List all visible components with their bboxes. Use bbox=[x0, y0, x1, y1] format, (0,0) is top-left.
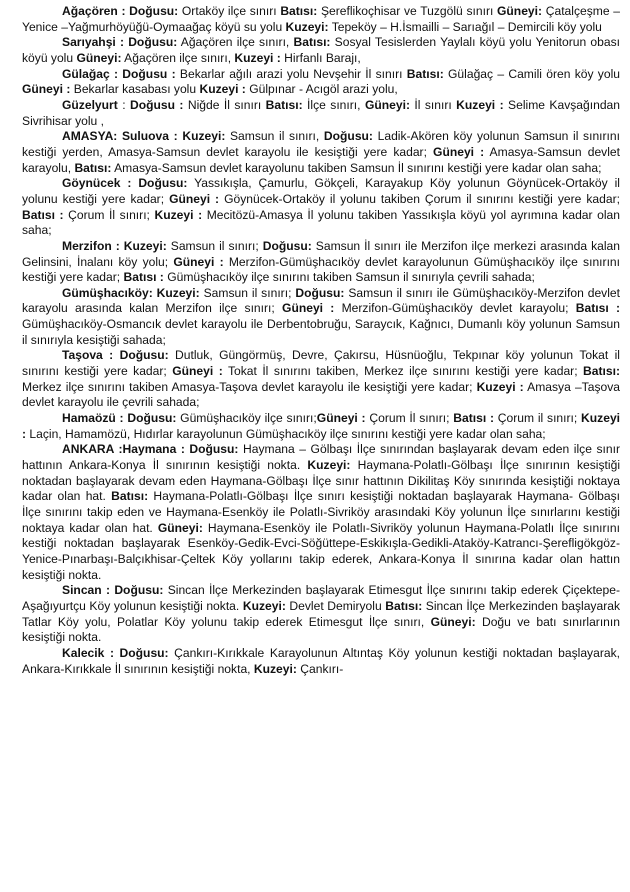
para-goynucek bbox=[22, 176, 620, 239]
para-guzelyurt bbox=[22, 98, 620, 129]
body-text: Gümüşhacıköy ilçe sınırı; bbox=[176, 411, 317, 426]
body-text: Çankırı- bbox=[296, 661, 344, 676]
body-text: Gülpınar - Acıgöl arazi yolu, bbox=[245, 82, 398, 97]
body-text: Gümüşhacıköy ilçe sınırını takiben Samsun il sınırıyla çevrili sahada; bbox=[163, 270, 535, 285]
body-text: Tepeköy – H.İsmailli – Sarıağıl – Demircili köy yolu bbox=[328, 19, 602, 34]
body-text: İlçe sınırı, bbox=[302, 97, 365, 112]
body-text: Samsun İl sınırı ile Merzifon ilçe merkezi arasında kalan Gelinsini, İnalanı köy yolu; bbox=[22, 238, 620, 269]
bold-label: Güneyi: bbox=[157, 520, 203, 535]
body-text: Göynücek-Ortaköy il yolunu takiben Çorum il sınırını kestiği yere kadar; bbox=[219, 191, 620, 206]
body-text: Şereflikoçhisar ve Tuzgölü sınırı bbox=[317, 4, 498, 18]
body-text: Sincan İlçe Merkezinden başlayarak Tatlar Köy yolu, Polatlar Köy yolunu takip ederek Etimesgut İlçe sınırı, bbox=[22, 598, 621, 629]
para-tasova bbox=[22, 348, 620, 411]
bold-label: Batısı : bbox=[575, 301, 621, 316]
bold-label: Güneyi: bbox=[497, 4, 543, 18]
bold-label: Güneyi: bbox=[76, 50, 122, 65]
bold-label: Batısı: bbox=[74, 160, 112, 175]
body-text: Gülağaç – Camili ören köy yolu bbox=[443, 66, 620, 81]
bold-label: Batısı: bbox=[280, 4, 318, 18]
bold-label: Sarıyahşi : Doğusu: bbox=[62, 35, 178, 50]
body-text: Ladik-Akören köy yolunun Samsun il sınırını kestiği yerden, Amasya-Samsun devlet karayolu ile kesiştiği yere kadar; bbox=[22, 129, 620, 159]
bold-label: Doğusu: bbox=[323, 129, 373, 144]
bold-label: Güneyi : bbox=[22, 82, 71, 97]
bold-label: Taşova : Doğusu: bbox=[62, 348, 169, 363]
bold-label: Doğusu: bbox=[262, 238, 312, 253]
body-text: Çankırı-Kırıkkale Karayolunun Altıntaş Köy yolunun kestiği noktadan başlayarak, Ankara-Kırıkkale İl sınırının kesiştiği nokta, bbox=[22, 645, 620, 676]
bold-label: ANKARA :Haymana : Doğusu: bbox=[62, 442, 239, 457]
body-text: Bekarlar ağılı arazi yolu Nevşehir İl sınırı bbox=[175, 66, 407, 81]
bold-label: Güneyi : bbox=[282, 301, 335, 316]
bold-label: Güneyi : bbox=[433, 144, 485, 159]
body-text: Haymana-Polatlı-Gölbaşı İlçe sınırının kesiştiği noktadan başlayarak devam eden Haymana-Gölbaşı İlçe sınır hattının Dikilitaş Köy sınırında kesiştiği noktaya kadar olan hat. bbox=[22, 458, 621, 504]
body-text: Bekarlar kasabası yolu bbox=[70, 82, 200, 97]
body-text: Samsun il sınırı ile Gümüşhacıköy-Merzifon devlet karayolu arasında kalan Merzifon ilçe sınırı; bbox=[22, 285, 620, 316]
body-text: Laçin, Hamamözü, Hıdırlar karayolunun Gümüşhacıköy ilçe sınırını kestiği yere kadar olan saha; bbox=[26, 426, 546, 441]
body-text: Doğu ve batı sınırlarının kesiştiği nokta. bbox=[22, 614, 620, 645]
body-text: Hirfanlı Barajı, bbox=[280, 50, 361, 65]
bold-label: Güneyi : bbox=[172, 364, 223, 379]
para-sincan bbox=[22, 583, 620, 646]
body-text: Çorum İl sınırı; bbox=[365, 411, 454, 426]
body-text: Mecitözü-Amasya İl yolunu takiben Yassıkışla köyü yol ayrımına kadar olan saha; bbox=[22, 207, 621, 238]
para-ankara-haymana bbox=[22, 442, 620, 583]
bold-label: Doğusu: bbox=[295, 285, 345, 300]
bold-label: Batısı: bbox=[583, 364, 620, 379]
body-text: Amasya-Samsun devlet karayolu, bbox=[22, 144, 620, 175]
body-text: Ağaçören ilçe sınırı, bbox=[121, 50, 235, 65]
body-text: Amasya-Samsun devlet karayolunu takiben Samsun İl sınırını kestiği yere kadar olan saha; bbox=[111, 160, 602, 175]
para-hamamozu bbox=[22, 411, 620, 442]
body-text: Haymana-Esenköy ile Polatlı-Sivriköy yolunun Haymana-Polatlı İlçe sınırını kestiği noktadan başlayarak Esenköy-Gedik-Evci-Söğüttepe-Eskikışla-Gedikli-Ataköy-Katrancı-Şerefligökgöz-Yenice-Pınarbaşı-Balçıkhisar-Çeltek Köy yollarını takip ederek, Ankara-Konya İl sınırına kadar olan hattın kesiştiği nokta. bbox=[22, 520, 620, 582]
bold-label: Gümüşhacıköy: Kuzeyi: bbox=[62, 285, 200, 300]
para-gumushacikoy bbox=[22, 286, 620, 349]
body-text: Dutluk, Güngörmüş, Devre, Çakırsu, Hüsnüoğlu, Tekpınar köy yolunun Tokat il sınırını kestiği yere kadar; bbox=[22, 348, 620, 379]
bold-label: Kuzeyi : bbox=[456, 97, 504, 112]
body-text: : bbox=[117, 97, 130, 112]
body-text: Haymana-Polatlı-Gölbaşı İlçe sınırı kesiştiği noktadan başlayarak Haymana- Gölbaşı İlçe sınırını takip eden ve Haymana-Esenköy ile Polatlı-Sivriköy arasındaki Köy yolunun İlçe sınırlarını kestiği noktaya kadar olan hat. bbox=[22, 489, 620, 535]
bold-label: Kuzeyi : bbox=[199, 82, 246, 97]
bold-label: Güneyi : bbox=[169, 191, 220, 206]
body-text: Tokat İl sınırını takiben, Merkez ilçe sınırını kestiği yere kadar; bbox=[222, 364, 584, 379]
bold-label: Göynücek : Doğusu: bbox=[62, 176, 188, 191]
body-text: Ortaköy ilçe sınırı bbox=[178, 4, 281, 18]
body-text: Ağaçören ilçe sınırı, bbox=[177, 35, 294, 50]
bold-label: Doğusu : bbox=[129, 97, 184, 112]
para-kalecik bbox=[22, 646, 620, 677]
bold-label: Güzelyurt bbox=[62, 97, 118, 112]
bold-label: Kuzeyi: bbox=[285, 19, 329, 34]
body-text: Merzifon-Gümüşhacıköy devlet karayolu; bbox=[334, 301, 576, 316]
body-text: Selime Kavşağından Sivrihisar yolu , bbox=[22, 97, 621, 128]
bold-label: Kuzeyi: bbox=[242, 598, 286, 613]
bold-label: Kuzeyi : bbox=[476, 379, 524, 394]
body-text: Sosyal Tesislerden Yaylalı köyü yolu Yenitorun obası köyü yolu bbox=[22, 35, 620, 65]
body-text: Merzifon-Gümüşhacıköy devlet karayolunun Gümüşhacıköy ilçe sınırını kestiği yere kadar; bbox=[22, 254, 621, 285]
para-amasya-suluova bbox=[22, 129, 620, 176]
body-text: Gümüşhacıköy-Osmancık devlet karayolu ile Derbentobruğu, Saraycık, Kağnıcı, Dumanlı köy yolunun Samsun il sınırıyla kesiştiği sahada; bbox=[22, 317, 620, 347]
body-text: Amasya –Taşova devlet karayolu ile çevrili sahada; bbox=[22, 379, 620, 410]
body-text: Yassıkışla, Çamurlu, Gökçeli, Karayakup Köy yolunun Göynücek-Ortaköy il yolunu kestiği yere kadar; bbox=[22, 176, 620, 206]
para-agacoren bbox=[22, 4, 620, 35]
body-text: Samsun il sınırı; bbox=[199, 285, 296, 300]
bold-label: Batısı : bbox=[22, 207, 64, 222]
bold-label: Batısı : bbox=[123, 270, 164, 285]
body-text: İl sınırı bbox=[409, 97, 457, 112]
bold-label: Kuzeyi : bbox=[154, 207, 203, 222]
bold-label: Batısı: bbox=[293, 35, 331, 50]
body-text: Niğde İl sınırı bbox=[183, 97, 266, 112]
bold-label: Güneyi: bbox=[364, 97, 410, 112]
bold-label: Batısı: bbox=[385, 598, 423, 613]
bold-label: Güneyi : bbox=[173, 254, 224, 269]
bold-label: Merzifon : Kuzeyi: bbox=[62, 238, 167, 253]
bold-label: Hamaözü : Doğusu: bbox=[62, 411, 177, 426]
bold-label: Kuzeyi: bbox=[307, 458, 351, 473]
bold-label: Batısı: bbox=[111, 489, 149, 504]
body-text: Samsun il sınırı; bbox=[166, 238, 263, 253]
bold-label: Kuzeyi : bbox=[22, 411, 621, 441]
bold-label: Sincan : Doğusu: bbox=[62, 583, 164, 598]
bold-label: Gülağaç : Doğusu : bbox=[62, 66, 176, 81]
bold-label: AMASYA: Suluova : Kuzeyi: bbox=[62, 129, 226, 144]
body-text: Çatalçeşme – Yenice –Yağmurhöyüğü-Oymaağaç köyü su yolu bbox=[22, 4, 620, 34]
body-text: Çorum İl sınırı; bbox=[63, 207, 155, 222]
body-text: Çorum il sınırı; bbox=[494, 411, 582, 426]
bold-label: Kalecik : Doğusu: bbox=[62, 645, 169, 660]
bold-label: Güneyi: bbox=[430, 614, 476, 629]
bold-label: Batısı: bbox=[265, 97, 303, 112]
para-merzifon bbox=[22, 239, 620, 286]
bold-label: Kuzeyi : bbox=[234, 50, 281, 65]
para-sariyahsi bbox=[22, 35, 620, 66]
body-text: Merkez ilçe sınırını takiben Amasya-Taşova devlet karayolu ile kesiştiği yere kadar; bbox=[22, 379, 477, 394]
body-text: Sincan İlçe Merkezinden başlayarak Etimesgut İlçe sınırını takip ederek Çiçektepe-Aşağıyurtçu Köy yolunun kesiştiği nokta. bbox=[22, 583, 621, 613]
bold-label: Batısı: bbox=[406, 66, 444, 81]
body-text: Haymana – Gölbaşı İlçe sınırından başlayarak devam eden ilçe sınır hattının Ankara-Konya İl sınırının kesiştiği nokta. bbox=[22, 442, 620, 473]
bold-label: Ağaçören : Doğusu: bbox=[62, 4, 179, 18]
bold-label: Batısı : bbox=[453, 411, 495, 426]
body-text: Devlet Demiryolu bbox=[285, 598, 386, 613]
bold-label: Kuzeyi: bbox=[253, 661, 297, 676]
para-gulagac bbox=[22, 67, 620, 98]
body-text: Samsun il sınırı, bbox=[225, 129, 324, 144]
bold-label: Güneyi : bbox=[316, 411, 366, 426]
